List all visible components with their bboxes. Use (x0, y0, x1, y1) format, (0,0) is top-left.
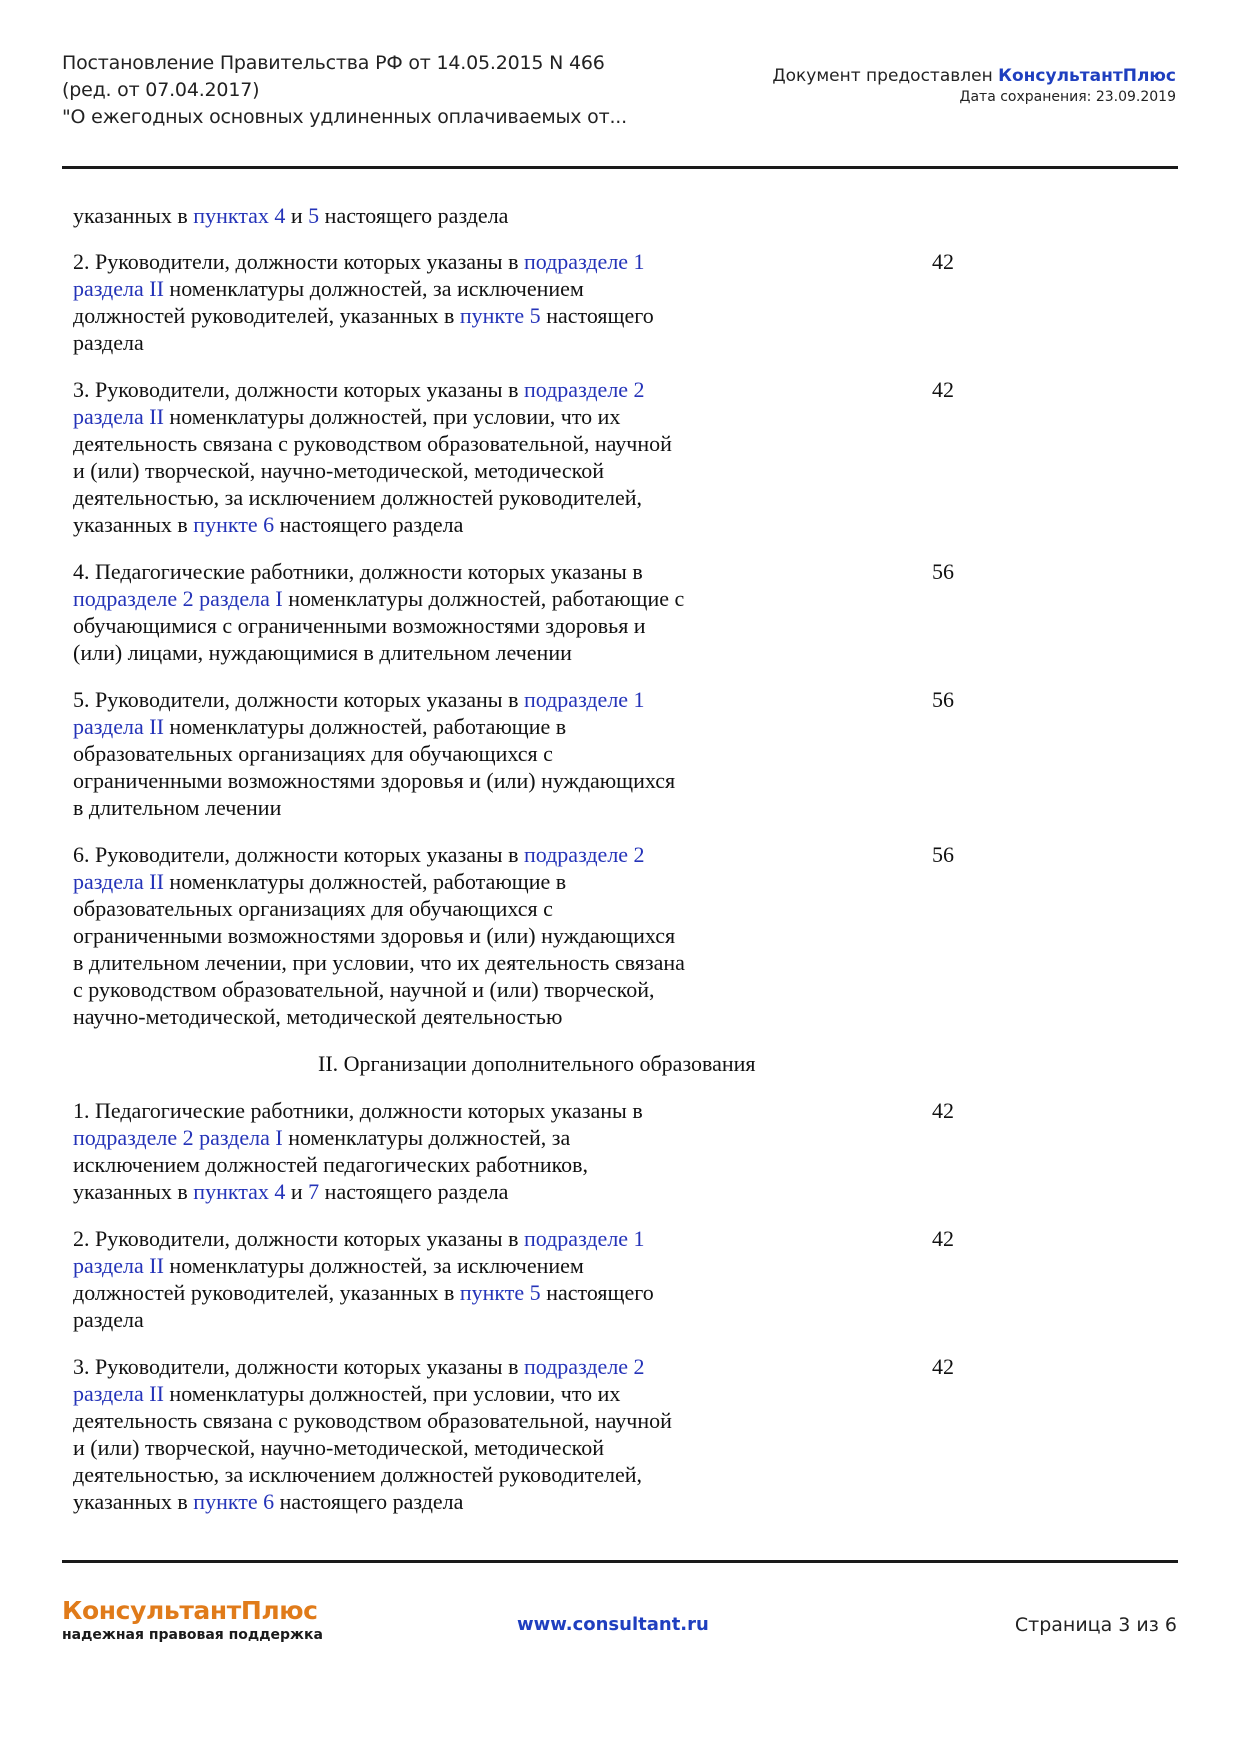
continuation-text: указанных в пунктах 4 и 5 настоящего раздела (73, 203, 509, 228)
footer-divider (62, 1560, 1178, 1563)
provider-block (772, 66, 1176, 105)
table-row (73, 1353, 1173, 1515)
vacation-days: 42 (932, 249, 954, 274)
link-punkt[interactable]: пункте 6 (193, 1489, 275, 1514)
table-row (73, 686, 1173, 821)
table-row (73, 1097, 1173, 1205)
table-row (73, 558, 1173, 666)
link-punkty[interactable]: пунктах 4 (193, 1179, 286, 1204)
link-subsection[interactable]: подразделе 2 (523, 842, 645, 867)
provided-by (772, 66, 1176, 86)
link-punkt[interactable]: пункте 5 (459, 303, 541, 328)
website-link[interactable]: www.consultant.ru (517, 1614, 709, 1635)
table-row (73, 1225, 1173, 1333)
position-description: 2. Руководители, должности которых указаны в подразделе 1 раздела II номенклатуры должностей, за исключением должностей руководителей, указанных в пункте 5 настоящего раздела (73, 249, 654, 355)
link-punkt[interactable]: пункте 6 (193, 512, 275, 537)
header-divider (62, 166, 1178, 169)
page-number: Страница 3 из 6 (1014, 1614, 1177, 1636)
document-title-block (62, 50, 702, 131)
provided-by-label: Документ предоставлен (772, 66, 999, 86)
link-section[interactable]: раздела II (73, 1253, 164, 1278)
vacation-days: 42 (932, 1098, 954, 1123)
link-section[interactable]: раздела II (73, 276, 164, 301)
position-description: 3. Руководители, должности которых указаны в подразделе 2 раздела II номенклатуры должностей, при условии, что их деятельность связана с руководством образовательной, научной и (или) творческой, научно-методической, методической деятельностью, за исключением должностей руководителей, указанных в пункте 6 настоящего раздела (73, 1354, 672, 1514)
footer-logo (62, 1596, 323, 1643)
link-section[interactable]: раздела II (73, 1381, 164, 1406)
provider-brand-link[interactable]: КонсультантПлюс (998, 66, 1176, 86)
link-section[interactable]: раздела II (73, 869, 164, 894)
save-date: Дата сохранения: 23.09.2019 (959, 89, 1176, 105)
vacation-days: 42 (932, 377, 954, 402)
brand-tagline: надежная правовая поддержка (62, 1627, 323, 1643)
link-punkty-4[interactable]: пунктах 4 (193, 203, 286, 228)
vacation-days: 42 (932, 1354, 954, 1379)
table-row (73, 376, 1173, 538)
position-description: 5. Руководители, должности которых указаны в подразделе 1 раздела II номенклатуры должностей, работающие в образовательных организациях для обучающихся с ограниченными возможностями здоровья и (или) нуждающихся в длительном лечении (73, 687, 676, 820)
position-description: 3. Руководители, должности которых указаны в подразделе 2 раздела II номенклатуры должностей, при условии, что их деятельность связана с руководством образовательной, научной и (или) творческой, научно-методической, методической деятельностью, за исключением должностей руководителей, указанных в пункте 6 настоящего раздела (73, 377, 672, 537)
document-title-line-3: "О ежегодных основных удлиненных оплачиваемых от... (62, 106, 627, 128)
link-subsection[interactable]: подразделе 1 (523, 687, 645, 712)
document-title-line-1: Постановление Правительства РФ от 14.05.2015 N 466 (62, 52, 605, 74)
vacation-days: 56 (932, 559, 954, 584)
link-subsection[interactable]: подразделе 2 (523, 377, 645, 402)
table-row (73, 248, 1173, 356)
vacation-days: 42 (932, 1226, 954, 1251)
link-subsection[interactable]: подразделе 1 (523, 1226, 645, 1251)
link-punkt[interactable]: 7 (308, 1179, 320, 1204)
section-heading: II. Организации дополнительного образования (318, 1051, 756, 1076)
link-subsection[interactable]: подразделе 1 (523, 249, 645, 274)
brand-logo-text: КонсультантПлюс (62, 1596, 318, 1625)
link-subsection[interactable]: подразделе 2 раздела I (73, 1125, 283, 1150)
document-title-line-2: (ред. от 07.04.2017) (62, 79, 260, 101)
document-body (73, 202, 1173, 1535)
position-description: 1. Педагогические работники, должности которых указаны в подразделе 2 раздела I номенклатуры должностей, за исключением должностей педагогических работников, указанных в пунктах 4 и 7 настоящего раздела (73, 1098, 643, 1204)
link-section[interactable]: раздела II (73, 404, 164, 429)
position-description: 2. Руководители, должности которых указаны в подразделе 1 раздела II номенклатуры должностей, за исключением должностей руководителей, указанных в пункте 5 настоящего раздела (73, 1226, 654, 1332)
link-section[interactable]: раздела II (73, 714, 164, 739)
position-description: 4. Педагогические работники, должности которых указаны в подразделе 2 раздела I номенклатуры должностей, работающие с обучающимися с ограниченными возможностями здоровья и (или) лицами, нуждающимися в длительном лечении (73, 559, 685, 665)
position-description: 6. Руководители, должности которых указаны в подразделе 2 раздела II номенклатуры должностей, работающие в образовательных организациях для обучающихся с ограниченными возможностями здоровья и (или) нуждающихся в длительном лечении, при условии, что их деятельность связана с руководством образовательной, научной и (или) творческой, научно-методической, методической деятельностью (73, 842, 685, 1029)
table-row (73, 841, 1173, 1030)
vacation-days: 56 (932, 842, 954, 867)
link-subsection[interactable]: подразделе 2 раздела I (73, 586, 283, 611)
link-subsection[interactable]: подразделе 2 (523, 1354, 645, 1379)
link-punkt-5[interactable]: 5 (308, 203, 320, 228)
vacation-days: 56 (932, 687, 954, 712)
link-punkt[interactable]: пункте 5 (459, 1280, 541, 1305)
